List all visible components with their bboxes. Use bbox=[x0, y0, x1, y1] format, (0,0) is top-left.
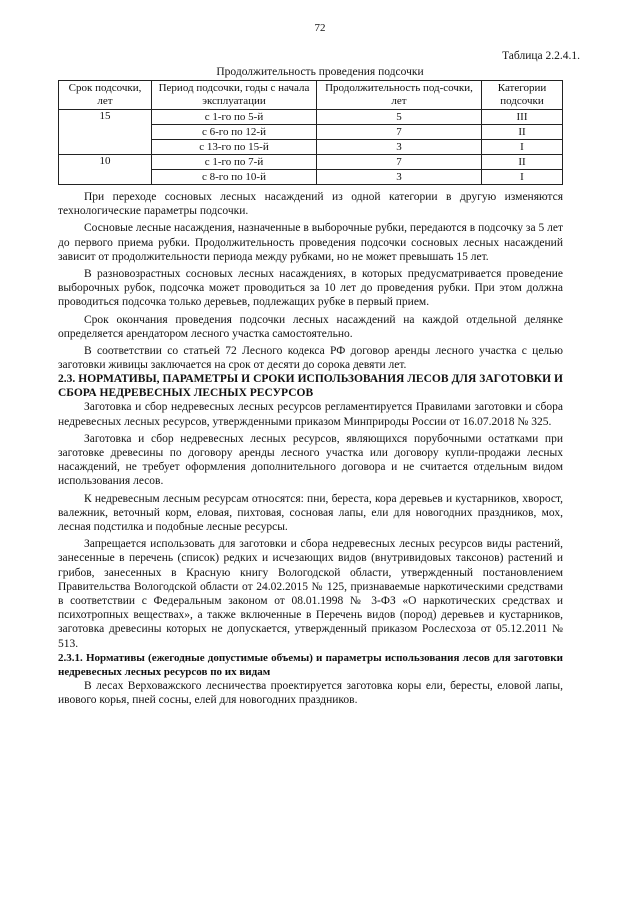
table-caption: Продолжительность проведения подсочки bbox=[216, 66, 424, 78]
paragraph: В соответствии со статьей 72 Лесного кодекса РФ договор аренды лесного участка с целью заготовки живицы заключается на срок от десяти до сорока девяти лет. bbox=[58, 345, 563, 372]
paragraph: Заготовка и сбор недревесных лесных ресурсов, являющихся порубочными остатками при заготовке древесины по договору аренды лесного участка или договору купли-продажи лесных насаждений, не требует оформления дополнительного договора и не считается отдельным видом использования лесов. bbox=[58, 432, 563, 488]
category-cell: II bbox=[482, 125, 563, 140]
period-cell: с 8-го по 10-й bbox=[152, 170, 317, 185]
subsection-heading: 2.3.1. Нормативы (ежегодные допустимые объемы) и параметры использования лесов для заготовки недревесных лесных ресурсов по их видам bbox=[58, 651, 563, 678]
body-text bbox=[58, 190, 563, 707]
duration-cell: 7 bbox=[317, 125, 482, 140]
section-heading: 2.3. НОРМАТИВЫ, ПАРАМЕТРЫ И СРОКИ ИСПОЛЬЗОВАНИЯ ЛЕСОВ ДЛЯ ЗАГОТОВКИ И СБОРА НЕДРЕВЕСНЫХ ЛЕСНЫХ РЕСУРСОВ bbox=[58, 373, 563, 400]
paragraph: В разновозрастных сосновых лесных насаждениях, в которых предусматривается проведение выборочных рубок, подсочка может проводиться за 10 лет до проведения рубки. При этом должна проводиться подсочка только деревьев, подлежащих рубке в первый прием. bbox=[58, 268, 563, 309]
category-cell: III bbox=[482, 110, 563, 125]
duration-cell: 5 bbox=[317, 110, 482, 125]
period-cell: с 1-го по 7-й bbox=[152, 155, 317, 170]
term-cell: 15 bbox=[59, 110, 152, 155]
paragraph: Срок окончания проведения подсочки лесных насаждений на каждой отдельной делянке определяется арендатором лесного участка самостоятельно. bbox=[58, 313, 563, 340]
paragraph: К недревесным лесным ресурсам относятся: пни, береста, кора деревьев и кустарников, хворост, валежник, веточный корм, еловая, пихтовая, сосновая лапы, ели для новогодних праздников, мох, лесная подстилка и подобные лесные ресурсы. bbox=[58, 492, 563, 534]
page-number: 72 bbox=[314, 22, 326, 34]
period-cell: с 6-го по 12-й bbox=[152, 125, 317, 140]
paragraph: Заготовка и сбор недревесных лесных ресурсов регламентируется Правилами заготовки и сбора недревесных лесных ресурсов, утвержденными приказом Минприроды России от 16.07.2018 № 325. bbox=[58, 401, 563, 428]
duration-cell: 7 bbox=[317, 155, 482, 170]
paragraph: Сосновые лесные насаждения, назначенные в выборочные рубки, передаются в подсочку за 5 лет до первого приема рубки. Продолжительность проведения подсочки сосновых лесных насаждений зависит от продолжительности периода между рубками, но не может превышать 15 лет. bbox=[58, 222, 563, 263]
table-row bbox=[59, 155, 563, 170]
duration-cell: 3 bbox=[317, 140, 482, 155]
table-row bbox=[59, 110, 563, 125]
header-category: Категории подсочки bbox=[482, 81, 563, 110]
period-cell: с 13-го по 15-й bbox=[152, 140, 317, 155]
period-cell: с 1-го по 5-й bbox=[152, 110, 317, 125]
category-cell: I bbox=[482, 140, 563, 155]
header-period: Период подсочки, годы с начала эксплуатации bbox=[152, 81, 317, 110]
paragraph: В лесах Верховажского лесничества проектируется заготовка коры ели, бересты, еловой лапы, ивового корья, пней сосны, елей для новогодних праздников. bbox=[58, 679, 563, 707]
tapping-duration-table bbox=[58, 80, 563, 185]
paragraph: Запрещается использовать для заготовки и сбора недревесных лесных ресурсов виды растений, занесенные в перечень (список) редких и исчезающих видов (внутривидовых таксонов) растений и грибов, занесенных в Красную книгу Вологодской области, утвержденный постановлением Правительства Вологодской области от 24.02.2015 № 125, признаваемые наркотическими средствами в соответствии с Федеральным законом от 08.01.1998 № 3-ФЗ «О наркотических средствах и психотропных веществах», а также включенные в Перечень видов (пород) деревьев и кустарников, заготовка древесины которых не допускается, утвержденный приказом Рослесхоза от 05.12.2011 № 513. bbox=[58, 538, 563, 650]
table-label: Таблица 2.2.4.1. bbox=[502, 50, 580, 62]
category-cell: I bbox=[482, 170, 563, 185]
category-cell: II bbox=[482, 155, 563, 170]
table-header-row bbox=[59, 81, 563, 110]
header-term: Срок подсочки, лет bbox=[59, 81, 152, 110]
header-duration: Продолжительность под-сочки, лет bbox=[317, 81, 482, 110]
duration-cell: 3 bbox=[317, 170, 482, 185]
paragraph: При переходе сосновых лесных насаждений из одной категории в другую изменяются технологические параметры подсочки. bbox=[58, 191, 563, 218]
term-cell: 10 bbox=[59, 155, 152, 185]
